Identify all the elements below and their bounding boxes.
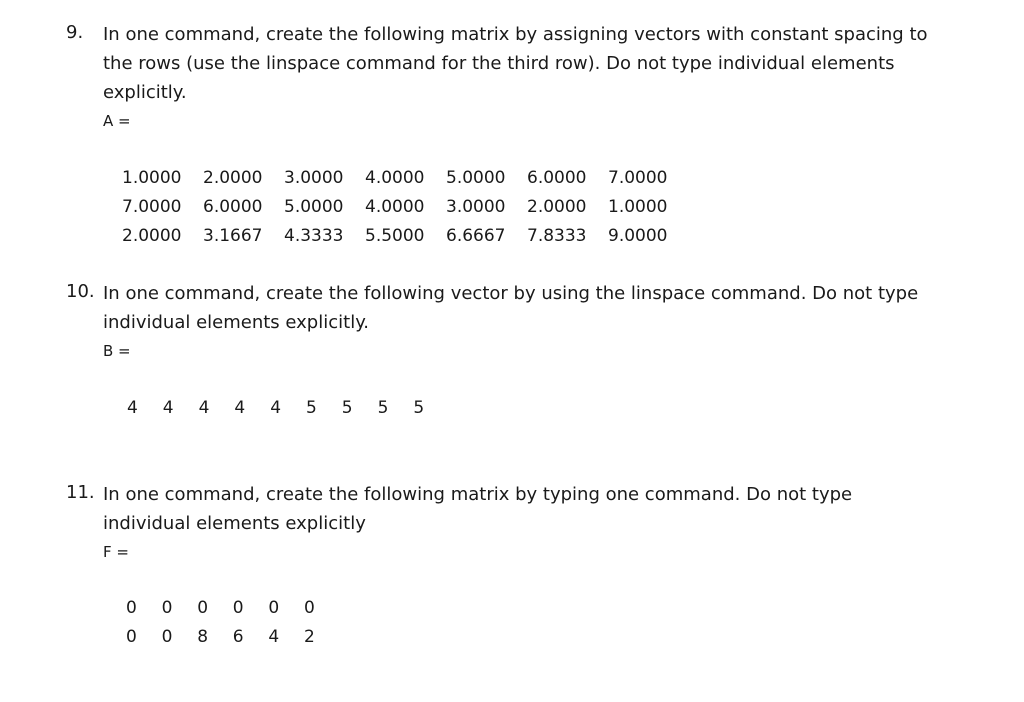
vector-cell: 4 <box>270 397 282 418</box>
matrix-row <box>126 622 340 651</box>
vector-cell: 5 <box>341 397 353 418</box>
matrix-cell: 3.1667 <box>203 225 263 246</box>
matrix-cell: 2.0000 <box>122 225 182 246</box>
vector-cell: 4 <box>198 397 210 418</box>
matrix-row <box>126 593 340 622</box>
matrix-row <box>122 192 689 221</box>
matrix-cell: 5.0000 <box>284 196 344 217</box>
matrix-cell: 5.0000 <box>446 167 506 188</box>
matrix-row <box>122 221 689 250</box>
matrix-cell: 5.5000 <box>365 225 425 246</box>
matrix-cell: 0 <box>303 597 315 618</box>
matrix-cell: 1.0000 <box>608 196 668 217</box>
vector-cell: 5 <box>305 397 317 418</box>
vector-cell: 5 <box>413 397 425 418</box>
matrix-a <box>122 163 689 250</box>
matrix-cell: 0 <box>197 597 209 618</box>
vector-cell: 4 <box>127 397 138 418</box>
matrix-cell: 4 <box>268 626 280 647</box>
matrix-cell: 4.3333 <box>284 225 344 246</box>
matrix-cell: 0 <box>268 597 280 618</box>
matrix-cell: 3.0000 <box>284 167 344 188</box>
problem-statement <box>103 20 933 107</box>
vector-cell: 4 <box>234 397 246 418</box>
statement-line: individual elements explicitly <box>103 513 366 534</box>
problem-statement <box>103 279 933 337</box>
variable-label: A = <box>103 112 131 130</box>
matrix-cell: 0 <box>126 626 137 647</box>
variable-label: B = <box>103 342 131 360</box>
vector-cell: 5 <box>377 397 389 418</box>
matrix-cell: 1.0000 <box>122 167 182 188</box>
matrix-cell: 6.0000 <box>527 167 587 188</box>
vector-cell: 4 <box>162 397 174 418</box>
matrix-cell: 8 <box>197 626 209 647</box>
vector-b <box>127 393 449 422</box>
matrix-cell: 0 <box>161 626 173 647</box>
matrix-cell: 6.0000 <box>203 196 263 217</box>
matrix-cell: 3.0000 <box>446 196 506 217</box>
statement-line: individual elements explicitly. <box>103 312 370 333</box>
matrix-cell: 7.0000 <box>608 167 668 188</box>
matrix-cell: 4.0000 <box>365 167 425 188</box>
statement-line: the rows (use the linspace command for the third row). Do not type individual elements <box>103 53 895 74</box>
matrix-cell: 9.0000 <box>608 225 668 246</box>
statement-line: In one command, create the following matrix by typing one command. Do not type <box>103 484 853 505</box>
problem-statement <box>103 480 933 538</box>
statement-line: In one command, create the following vector by using the linspace command. Do not type <box>103 283 919 304</box>
matrix-cell: 6 <box>232 626 244 647</box>
matrix-cell: 7.0000 <box>122 196 182 217</box>
problem-number: 11. <box>66 482 95 503</box>
problem-number: 10. <box>66 281 95 302</box>
variable-label: F = <box>103 543 129 561</box>
matrix-cell: 0 <box>232 597 244 618</box>
matrix-cell: 6.6667 <box>446 225 506 246</box>
matrix-cell: 2.0000 <box>203 167 263 188</box>
matrix-row <box>127 393 449 422</box>
statement-line: explicitly. <box>103 82 187 103</box>
matrix-row <box>122 163 689 192</box>
matrix-cell: 2.0000 <box>527 196 587 217</box>
matrix-cell: 0 <box>126 597 137 618</box>
matrix-cell: 4.0000 <box>365 196 425 217</box>
matrix-cell: 2 <box>303 626 315 647</box>
problem-number: 9. <box>66 22 84 43</box>
statement-line: In one command, create the following matrix by assigning vectors with constant spacing to <box>103 24 928 45</box>
matrix-f <box>126 593 340 651</box>
matrix-cell: 7.8333 <box>527 225 587 246</box>
matrix-cell: 0 <box>161 597 173 618</box>
